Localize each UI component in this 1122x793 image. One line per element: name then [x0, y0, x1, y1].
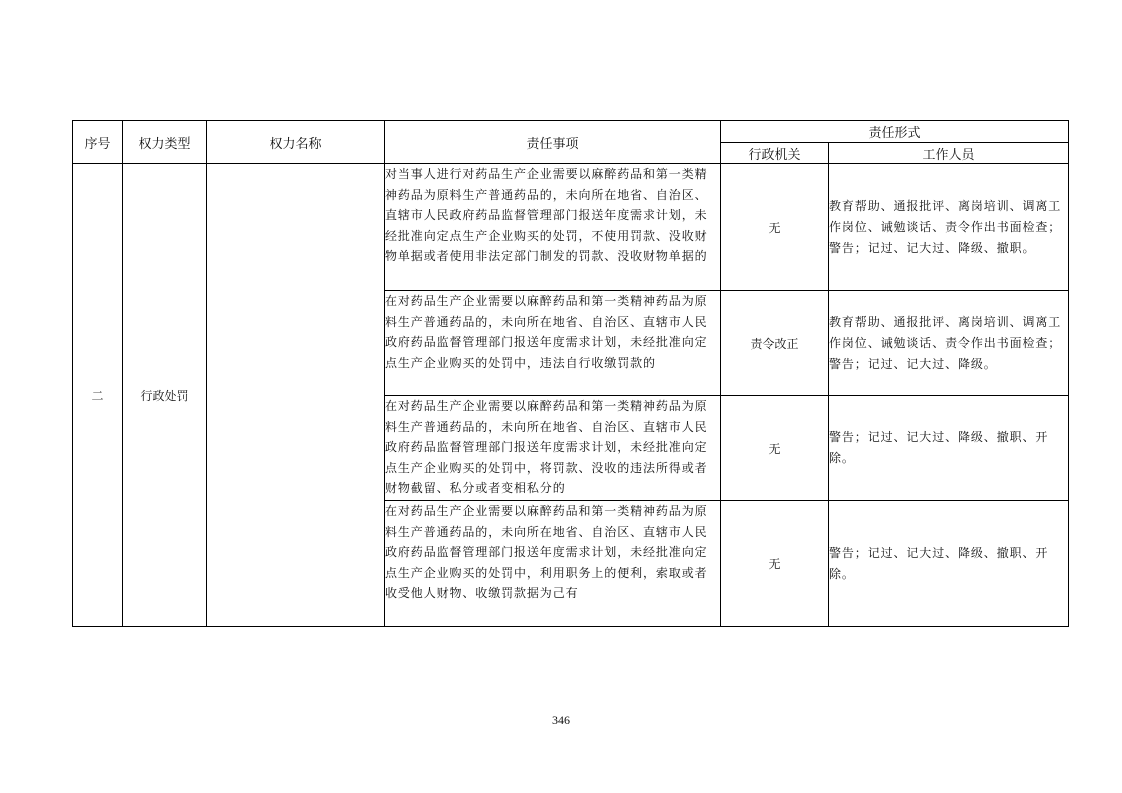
admin-cell: 责令改正: [721, 291, 829, 396]
header-responsibility-form: 责任形式: [721, 121, 1069, 143]
header-admin-org: 行政机关: [721, 143, 829, 164]
header-power-name: 权力名称: [207, 121, 385, 164]
header-staff: 工作人员: [829, 143, 1069, 164]
admin-cell: 无: [721, 501, 829, 627]
power-type-cell: 行政处罚: [123, 164, 207, 627]
power-name-cell: [207, 164, 385, 627]
staff-cell: 警告；记过、记大过、降级、撤职、开除。: [829, 396, 1069, 501]
matter-cell: 在对药品生产企业需要以麻醉药品和第一类精神药品为原料生产普通药品的，未向所在地省、自治区、直辖市人民政府药品监督管理部门报送年度需求计划，未经批准向定点生产企业购买的处罚中，利用职务上的便利，索取或者收受他人财物、收缴罚款据为己有: [385, 501, 721, 627]
header-responsibility: 责任事项: [385, 121, 721, 164]
header-power-type: 权力类型: [123, 121, 207, 164]
admin-cell: 无: [721, 164, 829, 291]
table-row: [73, 164, 1069, 291]
admin-cell: 无: [721, 396, 829, 501]
page-number: 346: [552, 713, 570, 727]
staff-cell: 教育帮助、通报批评、离岗培训、调离工作岗位、诫勉谈话、责令作出书面检查；警告；记过、记大过、降级、撤职。: [829, 164, 1069, 291]
seq-cell: 二: [73, 164, 123, 627]
header-seq: 序号: [73, 121, 123, 164]
matter-cell: 对当事人进行对药品生产企业需要以麻醉药品和第一类精神药品为原料生产普通药品的，未向所在地省、自治区、直辖市人民政府药品监督管理部门报送年度需求计划，未经批准向定点生产企业购买的处罚，不使用罚款、没收财物单据或者使用非法定部门制发的罚款、没收财物单据的: [385, 164, 721, 291]
header-row: [73, 121, 1069, 143]
staff-cell: 教育帮助、通报批评、离岗培训、调离工作岗位、诫勉谈话、责令作出书面检查；警告；记过、记大过、降级。: [829, 291, 1069, 396]
matter-cell: 在对药品生产企业需要以麻醉药品和第一类精神药品为原料生产普通药品的，未向所在地省、自治区、直辖市人民政府药品监督管理部门报送年度需求计划，未经批准向定点生产企业购买的处罚中，将罚款、没收的违法所得或者财物截留、私分或者变相私分的: [385, 396, 721, 501]
responsibility-table: [72, 120, 1069, 627]
staff-cell: 警告；记过、记大过、降级、撤职、开除。: [829, 501, 1069, 627]
matter-cell: 在对药品生产企业需要以麻醉药品和第一类精神药品为原料生产普通药品的，未向所在地省、自治区、直辖市人民政府药品监督管理部门报送年度需求计划，未经批准向定点生产企业购买的处罚中，违法自行收缴罚款的: [385, 291, 721, 396]
